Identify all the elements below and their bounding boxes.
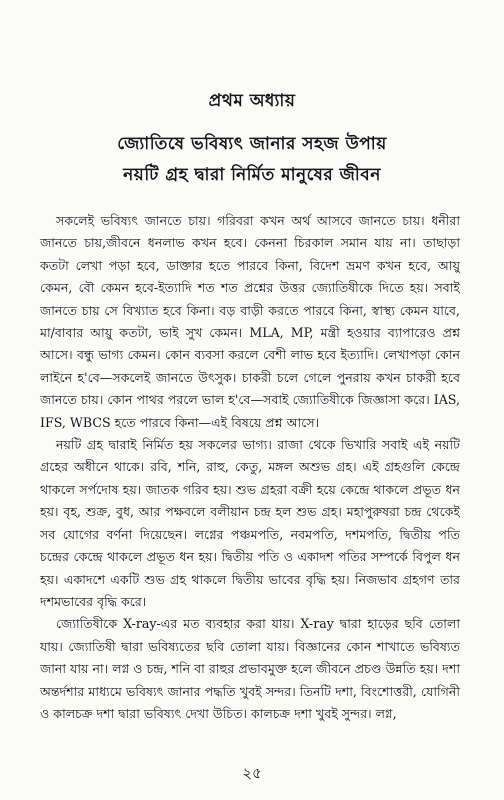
paragraph: নয়টি গ্রহ দ্বারাই নির্মিত হয় সকলের ভাগ্য। রাজা থেকে ভিখারি সবাই এই নয়টি গ্রহের অধীনে থাকে। রবি, শনি, রাহু, কেতু, মঙ্গল অশুভ গ্রহ। এই গ্রহগুলি কেন্দ্রে থাকলে সর্পদোষ হয়। জাতক গরিব হয়। শুভ গ্রহরা বক্রী হয়ে কেন্দ্রে থাকলে প্রভূত ধন হয়। বৃহ, শুক্র, বুধ, আর পক্ষবলে বলীয়ান চন্দ্র হল শুভ গ্রহ। মহাপুরুষরা চন্দ্র থেকেই সব যোগের বর্ণনা দিয়েছেন। লগ্নের পঞ্চমপতি, নবমপতি, দশমপতি, দ্বিতীয় পতি চন্দ্রের কেন্দ্রে থাকলে প্রভূত ধন হয়। দ্বিতীয় পতি ও একাদশ পতির সম্পর্কে বিপুল ধন হয়। একাদশে একটি শুভ গ্রহ থাকলে দ্বিতীয় ভাবের বৃদ্ধি হয়। নিজভাব গ্রহগণ তার দশমভাবের বৃদ্ধি করে। bbox=[40, 437, 460, 609]
title-line-2: নয়টি গ্রহ দ্বারা নির্মিত মানুষের জীবন bbox=[123, 165, 381, 185]
title-line-1: জ্যোতিষে ভবিষ্যৎ জানার সহজ উপায় bbox=[117, 134, 387, 154]
page-number: ২৫ bbox=[242, 764, 262, 782]
paragraph: জ্যোতিষীকে X-ray-এর মত ব্যবহার করা যায়। X-ray দ্বারা হাড়ের ছবি তোলা যায়। জ্যোতিষী দ্বারা ভবিষ্যতের ছবি তোলা যায়। বিজ্ঞানের কোন শাখাতে ভবিষ্যত জানা যায় না। লগ্ন ও চন্দ্র, শনি বা রাহুর প্রভাবমুক্ত হলে জীবনে প্রচণ্ড উন্নতি হয়। দশা অন্তর্দশার মাধ্যমে ভবিষ্যৎ জানার পদ্ধতি খুবই সন্দর। তিনটি দশা, বিংশোত্তরী, যোগিনী ও কালচক্র দশা দ্বারা ভবিষ্যৎ দেখা উচিত। কালচক্র দশা খুবই সুন্দর। লগ্ন, bbox=[40, 616, 460, 721]
paragraph: সকলেই ভবিষ্যৎ জানতে চায়। গরিবরা কখন অর্থ আসবে জানতে চায়। ধনীরা জানতে চায়,জীবনে ধনলাভ কখন হবে। কেননা চিরকাল সমান যায় না। তাছাড়া কতটা লেখা পড়া হবে, ডাক্তার হতে পারবে কিনা, বিদেশ ভ্রমণ কখন হবে, আয়ু কেমন, বৌ কেমন হবে-ইত্যাদি শত শত প্রশ্নের উত্তর জ্যোতিষীকে দিতে হয়। সবাই জানতে চায় সে বিখ্যাত হবে কিনা। বড় বাড়ী করতে পারবে কিনা, স্বাস্থ্য কেমন যাবে, মা/বাবার আয়ু কতটা, ভাই সুখ কেমন। MLA, MP, মন্ত্রী হওয়ার ব্যাপারেও প্রশ্ন আসে। বন্ধু ভাগ্য কেমন। কোন ব্যবসা করলে বেশী লাভ হবে ইত্যাদি। লেখাপড়া কোন লাইনে হ'বে—সকলেই জানতে উৎসুক। চাকরী চলে গেলে পুনরায় কখন চাকরী হবে জানতে চায়। কোন পাথর পরলে ভাল হ'বে—সবাই জ্যোতিষীকে জিজ্ঞাসা করে। IAS, IFS, WBCS হতে পারবে কিনা—এই বিষয়ে প্রশ্ন আসে। bbox=[40, 213, 460, 430]
body-text bbox=[40, 210, 460, 725]
chapter-heading: প্রথম অধ্যায় bbox=[208, 91, 296, 111]
